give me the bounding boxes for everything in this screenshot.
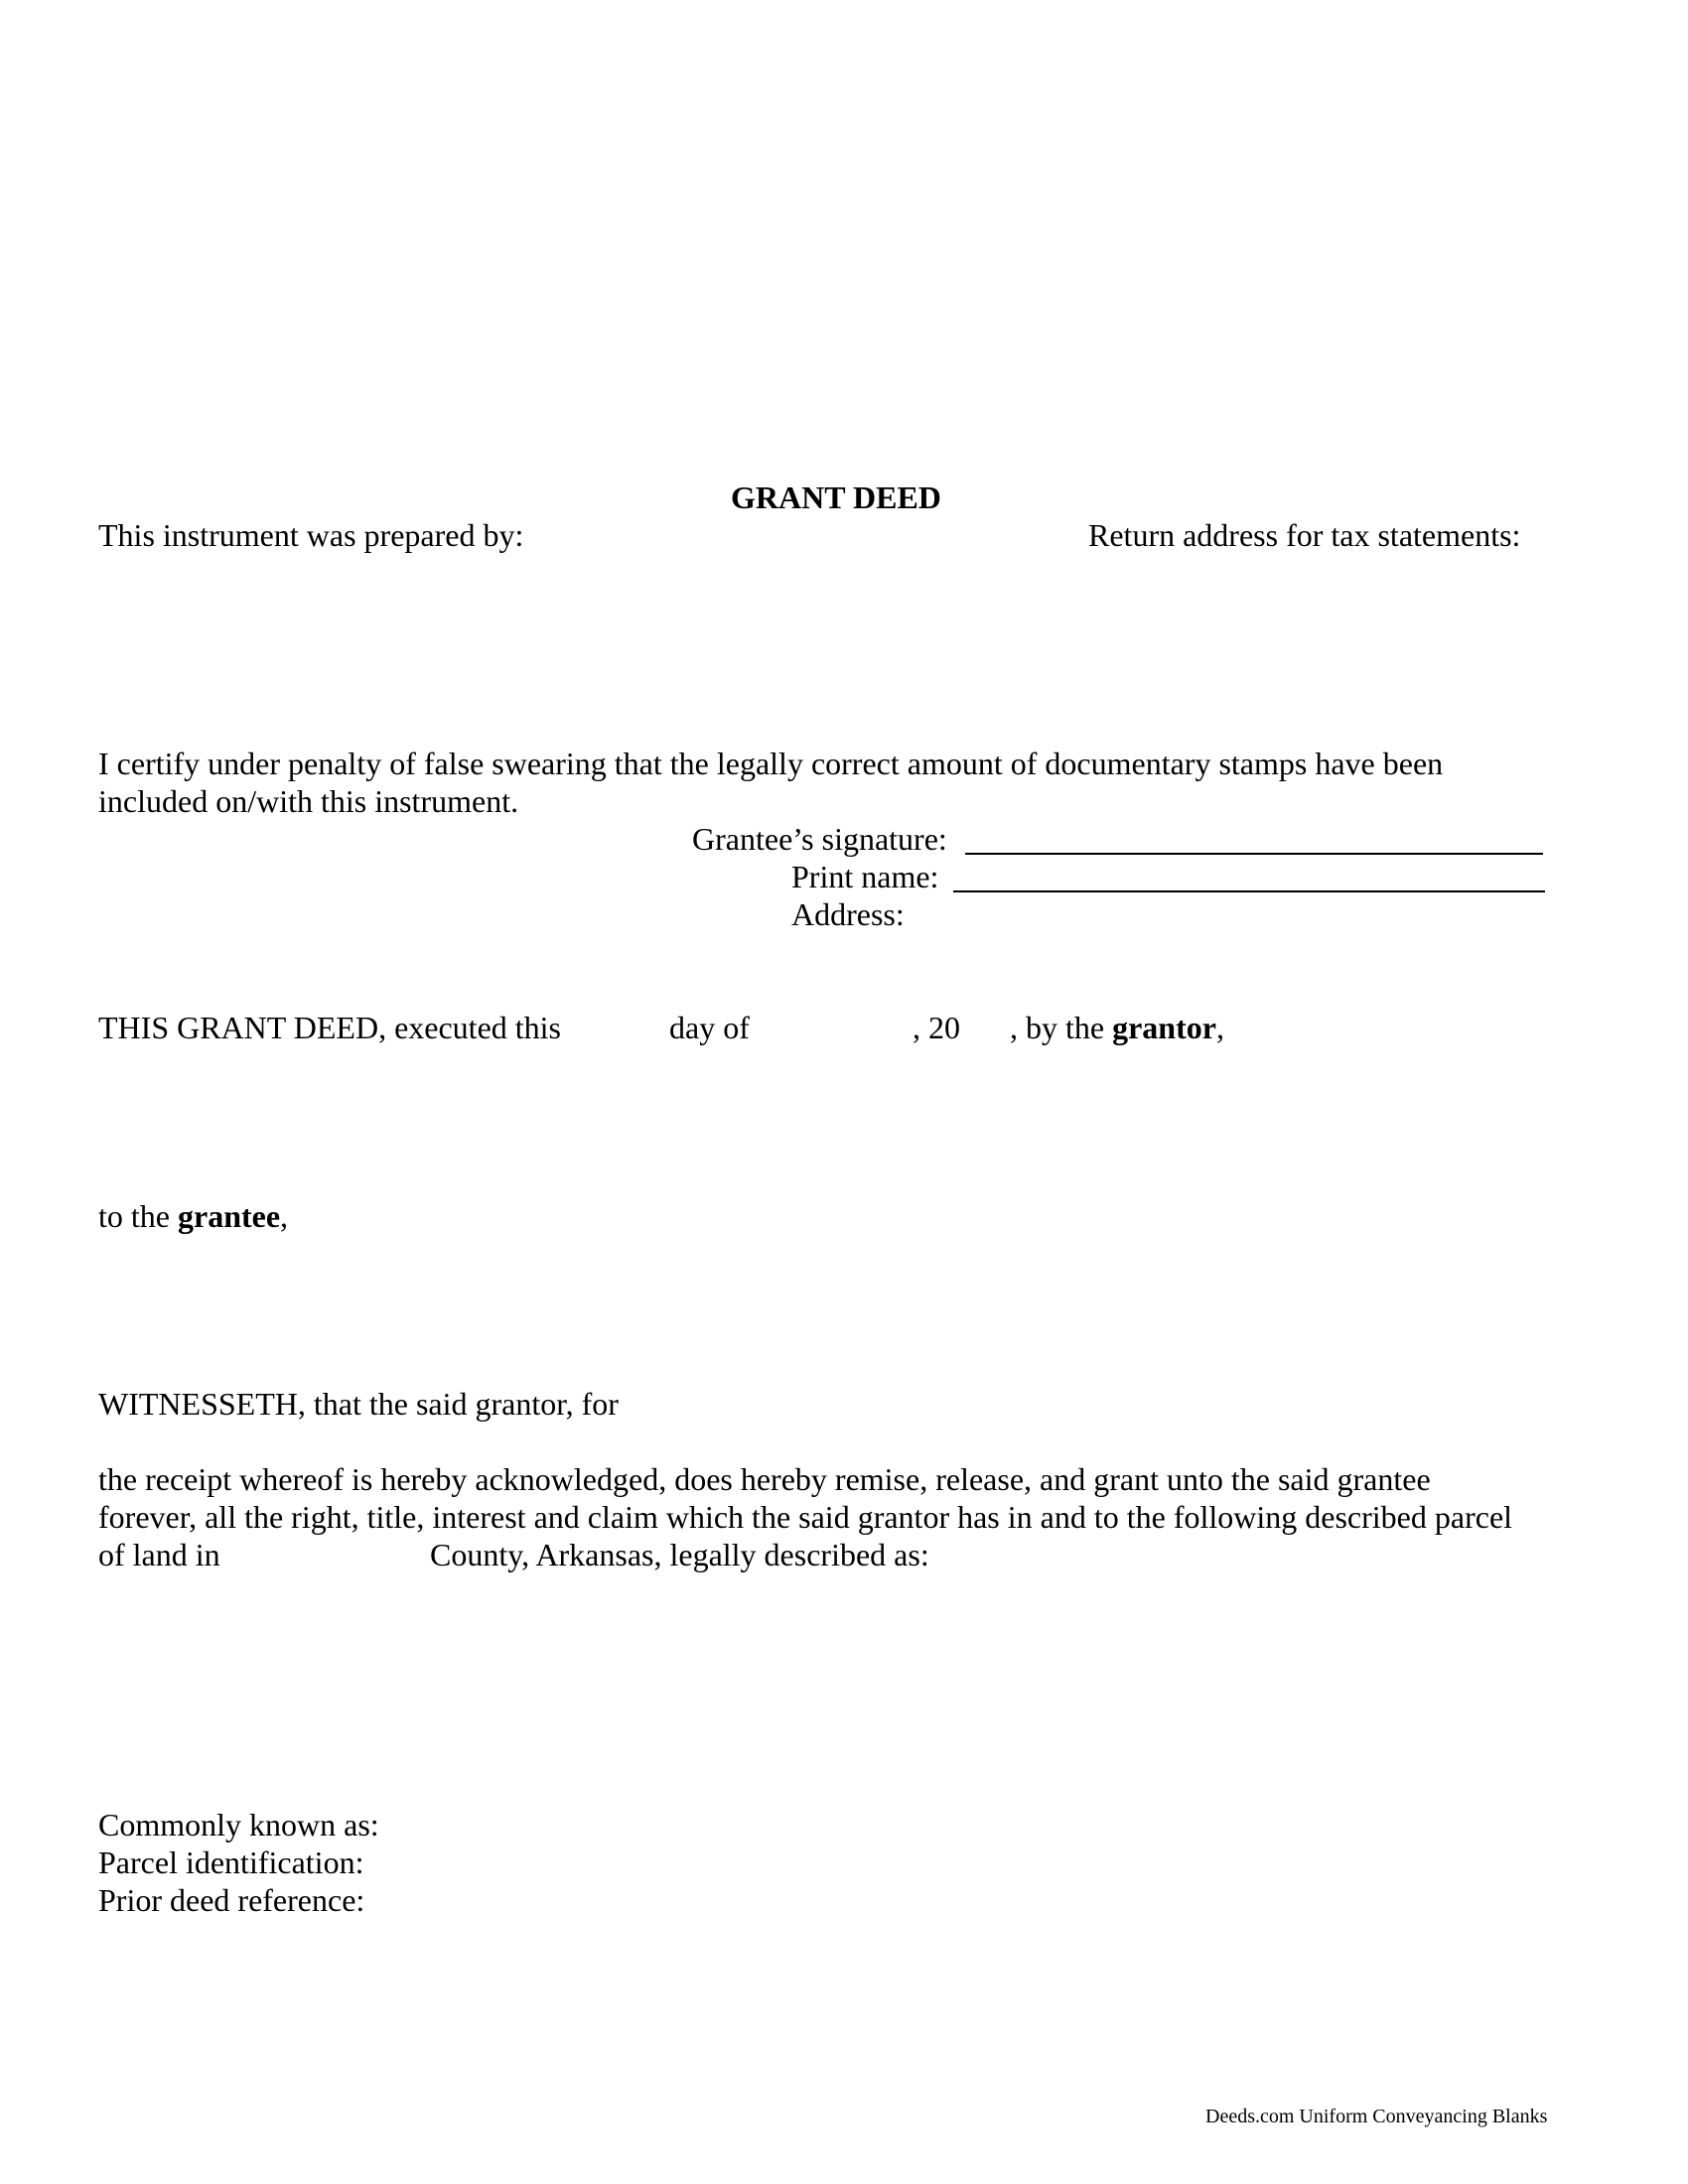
certification-line-2: included on/with this instrument. [98, 783, 519, 819]
footer-text: Deeds.com Uniform Conveyancing Blanks [1205, 2106, 1548, 2127]
execution-year: , 20 [913, 1010, 960, 1045]
execution-day-of: day of [669, 1010, 750, 1045]
prepared-by-label: This instrument was prepared by: [98, 517, 524, 553]
parcel-identification-label: Parcel identification: [98, 1844, 364, 1880]
execution-intro: THIS GRANT DEED, executed this [98, 1010, 561, 1045]
grantee-signature-label: Grantee’s signature: [692, 821, 947, 857]
print-name-label: Print name: [791, 859, 939, 894]
grantee-signature-line[interactable] [965, 853, 1543, 855]
execution-by-grantor [1010, 1012, 1224, 1043]
grant-clause-line-2: forever, all the right, title, interest and claim which the said grantor has in and to the following described parcel [98, 1499, 1513, 1535]
grantor-word: grantor [1112, 1010, 1216, 1045]
grant-clause-line-1: the receipt whereof is hereby acknowledged, does hereby remise, release, and grant unto the said grantee [98, 1461, 1431, 1497]
grantee-word: grantee [177, 1198, 281, 1234]
prior-deed-reference-label: Prior deed reference: [98, 1882, 365, 1918]
document-title: GRANT DEED [731, 479, 941, 515]
grant-clause-line-3-start: of land in [98, 1537, 220, 1572]
grantee-line [98, 1200, 288, 1232]
commonly-known-label: Commonly known as: [98, 1807, 379, 1843]
by-the-text: , by the [1010, 1010, 1105, 1045]
certification-line-1: I certify under penalty of false swearing that the legally correct amount of documentary stamps have been [98, 746, 1444, 781]
grantee-comma: , [280, 1198, 289, 1234]
grantor-comma: , [1215, 1010, 1224, 1045]
grant-clause-line-3-end: County, Arkansas, legally described as: [430, 1537, 929, 1572]
return-address-label: Return address for tax statements: [1088, 517, 1521, 553]
witnesseth-line: WITNESSETH, that the said grantor, for [98, 1386, 619, 1422]
address-label: Address: [791, 896, 905, 932]
print-name-line[interactable] [953, 890, 1545, 892]
to-the-text: to the [98, 1198, 170, 1234]
